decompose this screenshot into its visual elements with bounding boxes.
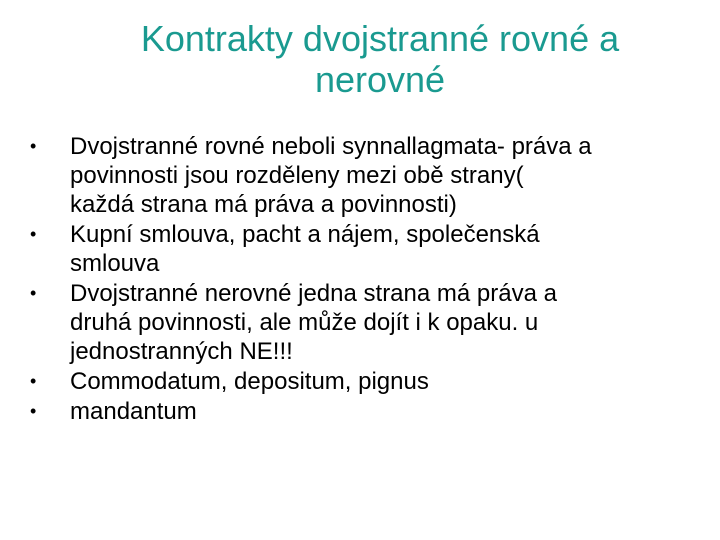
bullet-item-1 <box>30 132 690 219</box>
bullet-2-line-2: smlouva <box>70 250 160 277</box>
bullet-icon: • <box>30 371 37 391</box>
bullet-item-4 <box>30 367 690 396</box>
bullet-3-line-3: jednostranných NE!!! <box>70 338 293 365</box>
bullet-1-line-1: Dvojstranné rovné neboli synnallagmata- práva a <box>70 133 592 160</box>
bullet-3-line-1: Dvojstranné nerovné jedna strana má práva a <box>70 280 557 307</box>
bullet-1-line-3: každá strana má práva a povinnosti) <box>70 191 457 218</box>
bullet-icon: • <box>30 283 37 303</box>
slide-title <box>40 18 720 100</box>
title-line-2: nerovné <box>314 59 446 100</box>
bullet-item-5 <box>30 397 690 426</box>
bullet-icon: • <box>30 224 37 244</box>
bullet-item-2 <box>30 220 690 278</box>
bullet-2-line-1: Kupní smlouva, pacht a nájem, společenská <box>70 221 540 248</box>
title-line-1: Kontrakty dvojstranné rovné a <box>140 18 620 59</box>
bullet-4-line-1: Commodatum, depositum, pignus <box>70 368 429 395</box>
bullet-list <box>30 132 690 427</box>
bullet-1-line-2: povinnosti jsou rozděleny mezi obě strany( <box>70 162 524 189</box>
bullet-icon: • <box>30 401 37 421</box>
bullet-item-3 <box>30 279 690 366</box>
bullet-3-line-2: druhá povinnosti, ale může dojít i k opaku. u <box>70 309 539 336</box>
bullet-icon: • <box>30 136 37 156</box>
bullet-5-line-1: mandantum <box>70 398 197 425</box>
